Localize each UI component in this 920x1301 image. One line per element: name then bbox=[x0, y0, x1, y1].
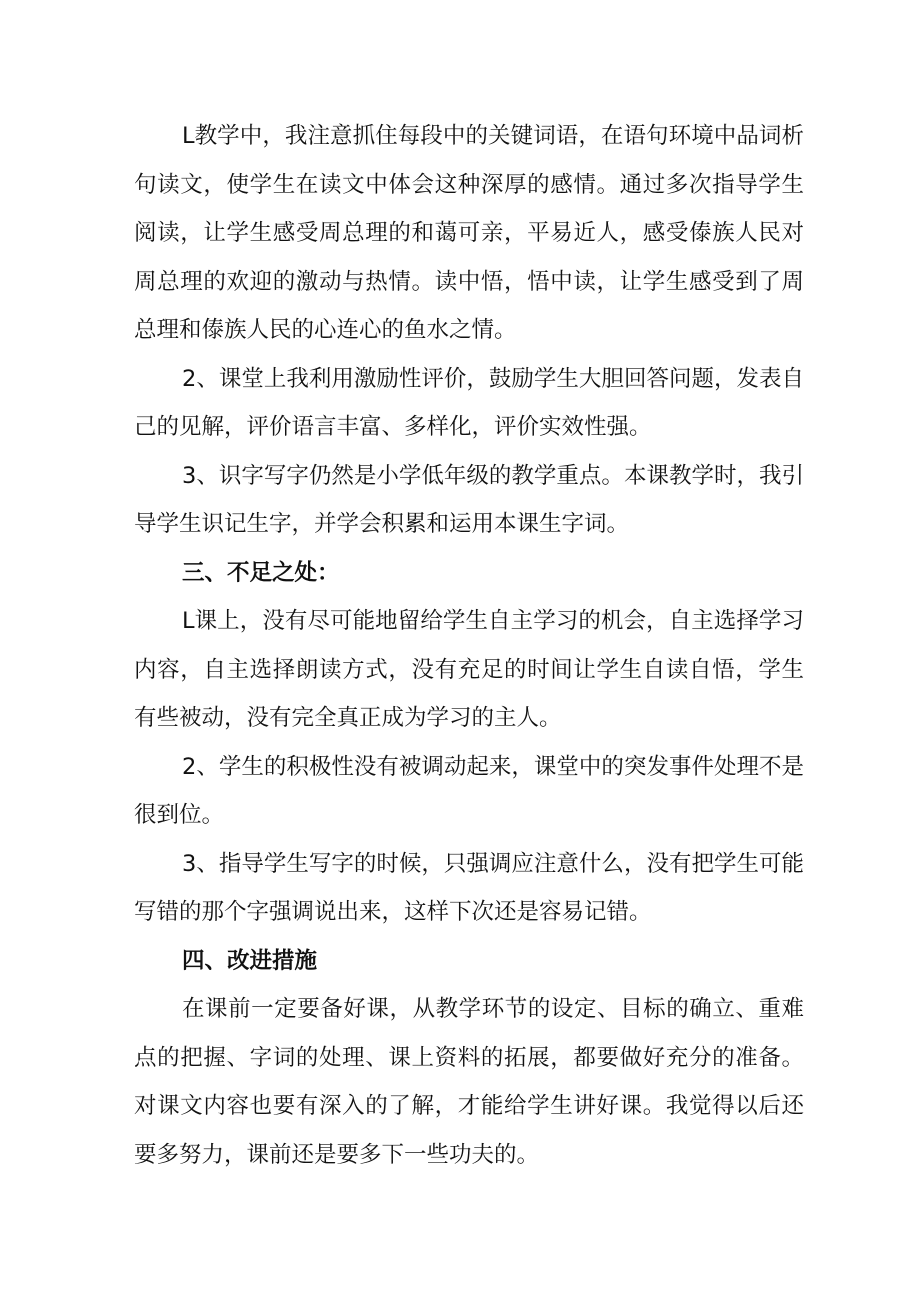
document-body bbox=[134, 112, 804, 1179]
shortcoming-item-2: 2、学生的积极性没有被调动起来，课堂中的突发事件处理不是很到位。 bbox=[134, 753, 804, 828]
section-heading-shortcomings: 三、不足之处： bbox=[182, 559, 340, 586]
shortcoming-item-3: 3、指导学生写字的时候，只强调应注意什么，没有把学生可能写错的那个字强调说出来，这样下次还是容易记错。 bbox=[134, 850, 804, 925]
paragraph-literacy: 3、识字写字仍然是小学低年级的教学重点。本课教学时，我引导学生识记生字，并学会积累和运用本课生字词。 bbox=[134, 462, 804, 537]
paragraph-key-words: L教学中，我注意抓住每段中的关键词语，在语句环境中品词析句读文，使学生在读文中体会这种深厚的感情。通过多次指导学生阅读，让学生感受周总理的和蔼可亲，平易近人，感受傣族人民对周总理的欢迎的激动与热情。读中悟，悟中读，让学生感受到了周总理和傣族人民的心连心的鱼水之情。 bbox=[134, 123, 804, 343]
paragraph-evaluation: 2、课堂上我利用激励性评价，鼓励学生大胆回答问题，发表自己的见解，评价语言丰富、多样化，评价实效性强。 bbox=[134, 365, 804, 440]
section-heading-improvement: 四、改进措施 bbox=[182, 947, 318, 974]
improvement-paragraph: 在课前一定要备好课，从教学环节的设定、目标的确立、重难点的把握、字词的处理、课上资料的拓展，都要做好充分的准备。对课文内容也要有深入的了解，才能给学生讲好课。我觉得以后还要多努力，课前还是要多下一些功夫的。 bbox=[134, 996, 804, 1168]
shortcoming-item-1: L课上，没有尽可能地留给学生自主学习的机会，自主选择学习内容，自主选择朗读方式，没有充足的时间让学生自读自悟，学生有些被动，没有完全真正成为学习的主人。 bbox=[134, 608, 804, 731]
